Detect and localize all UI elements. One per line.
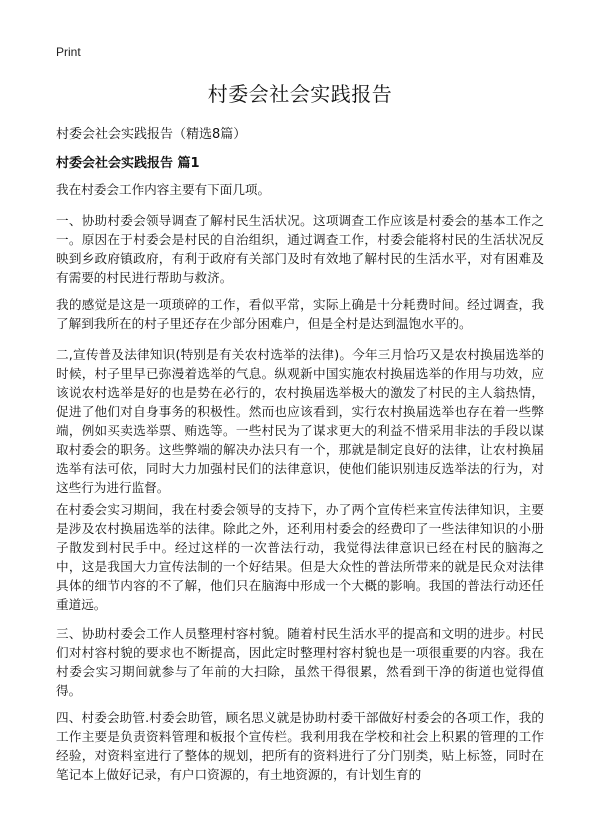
paragraph-item-3: 三、协助村委会工作人员整理村容村貌。随着村民生活水平的提高和文明的进步。村民们对村容村貌的要求也不断提高，因此定时整理村容村貌也是一项很重要的内容。我在村委会实习期间就参与了年前的大扫除，虽然干得很累，然看到干净的街道也觉得值得。 bbox=[56, 626, 544, 698]
document-title: 村委会社会实践报告 bbox=[207, 82, 393, 106]
print-link[interactable]: Print bbox=[56, 45, 81, 59]
paragraph-item-4: 四、村委会助管.村委会助管，顾名思义就是协助村委干部做好村委会的各项工作，我的工作主要是负责资料管理和板报个宣传栏。我利用我在学校和社会上积累的管理的工作经验，对资料室进行了整体的规划，把所有的资料进行了分门别类，贴上标签，同时在笔记本上做好记录，有户口资源的，有土地资源的，有计划生育的 bbox=[56, 710, 544, 782]
paragraph-item-2: 二,宣传普及法律知识(特别是有关农村选举的法律)。今年三月恰巧又是农村换届选举的时候，村子里早已弥漫着选举的气息。纵观新中国实施农村换届选举的作用与功效，应该说农村选举是好的也是势在必行的，农村换届选举极大的激发了村民的主人翁热情，促进了他们对自身事务的积极性。然而也应该看到，实行农村换届选举也存在着一些弊端，例如买卖选举票、贿选等。一些村民为了谋求更大的利益不惜采用非法的手段以谋取村委会的职务。这些弊端的解决办法只有一个，那就是制定良好的法律，让农村换届选举有法可依，同时大力加强村民们的法律意识，使他们能识别违反选举法的行为，对这些行为进行监督。 bbox=[56, 347, 544, 495]
paragraph-internship: 在村委会实习期间，我在村委会领导的支持下，办了两个宣传栏来宣传法律知识，主要是涉及农村换届选举的法律。除此之外，还利用村委会的经费印了一些法律知识的小册子散发到村民手中。经过这样的一次普法行动，我觉得法律意识已经在村民的脑海之中，这是我国大力宣传法制的一个好结果。但是大众性的普法所带来的就是民众对法律具体的细节内容的不了解，他们只在脑海中形成一个大概的影响。我国的普法行动还任重道远。 bbox=[56, 502, 544, 612]
paragraph-reflection: 我的感觉是这是一项琐碎的工作，看似平常，实际上确是十分耗费时间。经过调查，我了解到我所在的村子里还存在少部分困难户，但是全村是达到温饱水平的。 bbox=[56, 297, 544, 331]
section-heading: 村委会社会实践报告 篇1 bbox=[56, 156, 200, 171]
paragraph-item-1: 一、协助村委会领导调查了解村民生活状况。这项调查工作应该是村委会的基本工作之一。原因在于村委会是村民的自治组织，通过调查工作，村委会能将村民的生活状况反映到乡政府镇政府，有利于政府有关部门及时有效地了解村民的生活水平，对有困难及有需要的村民进行帮助与救济。 bbox=[56, 213, 544, 285]
paragraph-intro: 我在村委会工作内容主要有下面几项。 bbox=[56, 182, 271, 197]
document-subtitle: 村委会社会实践报告（精选8篇） bbox=[56, 127, 247, 142]
